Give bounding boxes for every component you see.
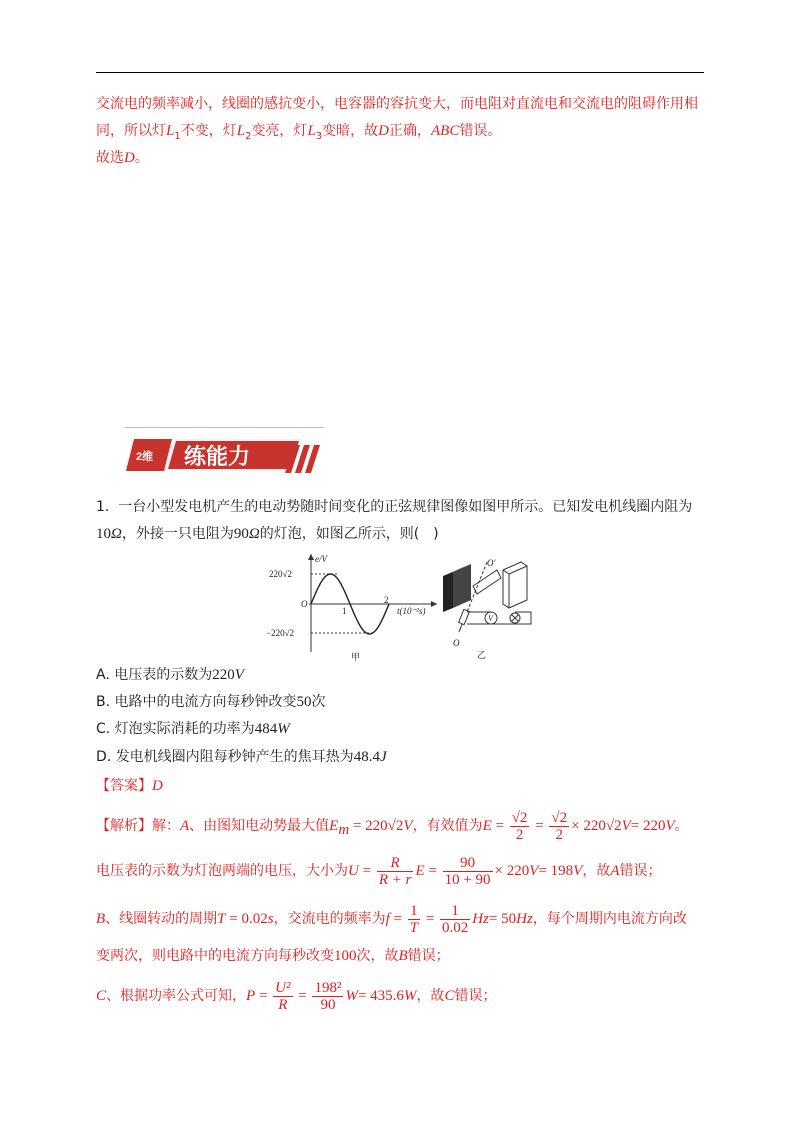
header-rule (96, 72, 704, 73)
svg-text:2: 2 (384, 595, 389, 605)
option-d[interactable]: D. 发电机线圈内阻每秒钟产生的焦耳热为48.4J (96, 749, 387, 765)
prev-solution-conclusion: 故选D。 (96, 150, 149, 166)
option-a[interactable]: A. 电压表的示数为220V (96, 667, 244, 683)
answer-tag: 【答案】 (96, 778, 152, 794)
question-line1: 1. 一台小型发电机产生的电动势随时间变化的正弦规律图像如图甲所示。已知发电机线圈内阻为 (96, 499, 693, 515)
option-b[interactable]: B. 电路中的电流方向每秒钟改变50次 (96, 694, 326, 710)
section-title: 练能力 (184, 445, 251, 470)
analysis-line1: 【解析】解：A、由图知电动势最大值$E_m = 220√2V$，有效值为E = $\frac{√2}{2}$ = $\frac{√2}{2}$ × 220√2V= 220V。 (96, 809, 689, 843)
analysis-line2: 电压表的示数为灯泡两端的电压，大小为U = $\frac{R}{R + r}$ E = $\frac{90}{10 + 90}$ × 220V= 198V，故A错误； (96, 854, 662, 888)
analysis-line3: B、线圈转动的周期T = 0.02s，交流电的频率为f = $\frac{1}{T}$ = $\frac{1}{0.02}$ Hz= 50Hz，每个周期内电流方向改 (96, 902, 687, 936)
svg-text:e/V: e/V (315, 554, 327, 564)
svg-text:−220√2: −220√2 (266, 628, 295, 638)
prev-solution-line1: 交流电的频率减小，线圈的感抗变小，电容器的容抗变大，而电阻对直流电和交流电的阻碍作用相 (96, 96, 698, 112)
svg-text:乙: 乙 (477, 651, 487, 661)
svg-text:V: V (488, 614, 493, 623)
svg-text:甲: 甲 (351, 653, 361, 663)
prev-solution-line2: 同，所以灯$L_1$不变，灯$L_2$变亮，灯$L_3$变暗，故D正确，ABC错误。 (96, 123, 502, 142)
section-banner (124, 427, 324, 481)
svg-text:O′: O′ (487, 558, 496, 568)
svg-text:220√2: 220√2 (269, 569, 292, 579)
svg-text:1: 1 (342, 606, 347, 616)
sine-graph (266, 554, 437, 663)
answer-line (96, 776, 163, 796)
answer-value: D (152, 778, 163, 794)
analysis-line4: 变两次，则电路中的电流方向每秒改变100次，故B错误； (96, 948, 450, 964)
question-figure (265, 552, 540, 664)
svg-text:O: O (301, 599, 308, 609)
analysis-line5: C、根据功率公式可知，P = $\frac{\text{U²}}{R}$ = $\frac{\text{198²}}{90}$ W= 435.6W，故C错误； (96, 979, 497, 1013)
option-c[interactable]: C. 灯泡实际消耗的功率为484W (96, 721, 290, 737)
section-badge: 2维 (136, 451, 154, 463)
svg-text:t(10⁻²s): t(10⁻²s) (397, 606, 426, 616)
svg-text:O: O (453, 638, 460, 648)
generator-diagram (443, 558, 531, 661)
question-line2: 10Ω，外接一只电阻为90Ω的灯泡，如图乙所示，则( ) (96, 526, 439, 542)
